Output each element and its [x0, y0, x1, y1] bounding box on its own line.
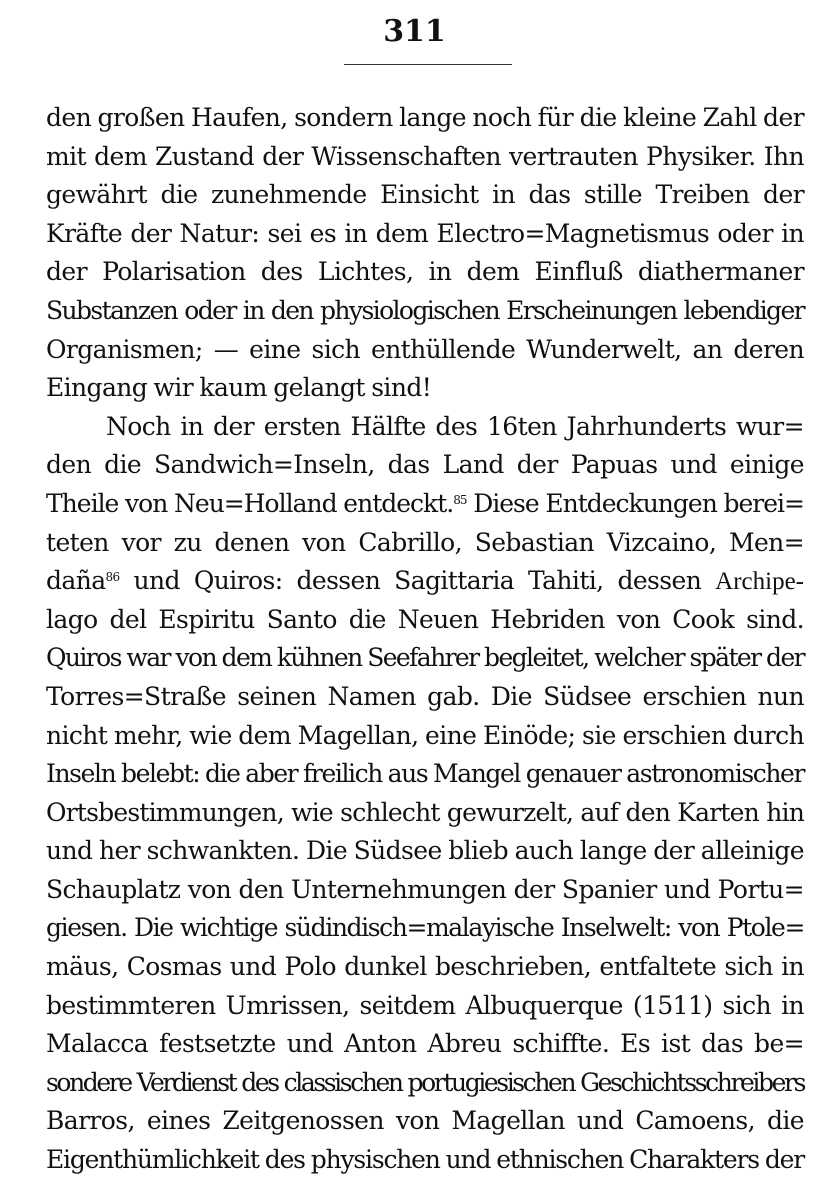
text-line: den großen Haufen, sondern lange noch für die kleine Zahl der	[46, 103, 804, 132]
text-line: Schauplatz von den Unternehmungen der Spanier und Portu=	[46, 874, 804, 904]
text-line: teten vor zu denen von Cabrillo, Sebastian Vizcaino, Men=	[46, 527, 804, 557]
text-line: Quiros war von dem kühnen Seefahrer begleitet, welcher später der	[46, 643, 804, 673]
text-segment: Diese Entdeckungen berei=	[473, 488, 804, 518]
text-line: Substanzen oder in den physiologischen Erscheinungen lebendiger	[46, 295, 804, 325]
text-line: und her schwankten. Die Südsee blieb auch lange der alleinige	[46, 836, 804, 866]
text-line: Eigenthümlichkeit des physischen und ethnischen Charakters der	[46, 1145, 804, 1175]
footnote-ref: 85	[453, 492, 467, 507]
text-line: Organismen; — eine sich enthüllende Wunderwelt, an deren	[46, 334, 804, 364]
text-line: Ortsbestimmungen, wie schlecht gewurzelt, auf den Karten hin	[46, 797, 804, 827]
text-line: mit dem Zustand der Wissenschaften vertrauten Physiker. Ihn	[46, 141, 804, 171]
text-line: lago del Espiritu Santo die Neuen Hebriden von Cook sind.	[46, 604, 804, 634]
body-text	[46, 99, 804, 1180]
page-number: 311	[383, 14, 446, 49]
text-line: Barros, eines Zeitgenossen von Magellan und Camoens, die	[46, 1106, 804, 1136]
text-line: nicht mehr, wie dem Magellan, eine Einöde; sie erschien durch	[46, 720, 804, 750]
text-line: giesen. Die wichtige südindisch=malayische Inselwelt: von Ptole=	[46, 913, 804, 943]
text-line: mäus, Cosmas und Polo dunkel beschrieben, entfaltete sich in	[46, 952, 804, 982]
roman-text-segment: Archipe-	[715, 568, 804, 596]
text-line: Kräfte der Natur: sei es in dem Electro=Magnetismus oder in	[46, 218, 804, 248]
text-line	[46, 562, 804, 601]
text-line: Torres=Straße seinen Namen gab. Die Südsee erschien nun	[46, 681, 804, 711]
text-line: Inseln belebt: die aber freilich aus Mangel genauer astronomischer	[46, 759, 804, 789]
text-line: Noch in der ersten Hälfte des 16ten Jahrhunderts wur=	[106, 411, 804, 441]
text-segment: und Quiros: dessen Sagittaria Tahiti, dessen	[133, 566, 702, 596]
header-rule	[344, 64, 512, 65]
text-segment: Theile von Neu=Holland entdeckt.	[46, 488, 454, 518]
text-line: Eingang wir kaum gelangt sind!	[46, 373, 432, 403]
text-segment: daña	[46, 566, 106, 596]
text-line: Malacca festsetzte und Anton Abreu schiffte. Es ist das be=	[46, 1029, 804, 1059]
footnote-ref: 86	[105, 570, 120, 585]
text-line	[46, 485, 804, 524]
text-line: den die Sandwich=Inseln, das Land der Papuas und einige	[46, 450, 804, 480]
text-line: der Polarisation des Lichtes, in dem Einfluß diathermaner	[46, 257, 804, 287]
text-line: sondere Verdienst des classischen portugiesischen Geschichtsschreibers	[46, 1067, 804, 1097]
text-line: bestimmteren Umrissen, seitdem Albuquerque (1511) sich in	[46, 990, 804, 1020]
text-line: gewährt die zunehmende Einsicht in das stille Treiben der	[46, 180, 804, 210]
